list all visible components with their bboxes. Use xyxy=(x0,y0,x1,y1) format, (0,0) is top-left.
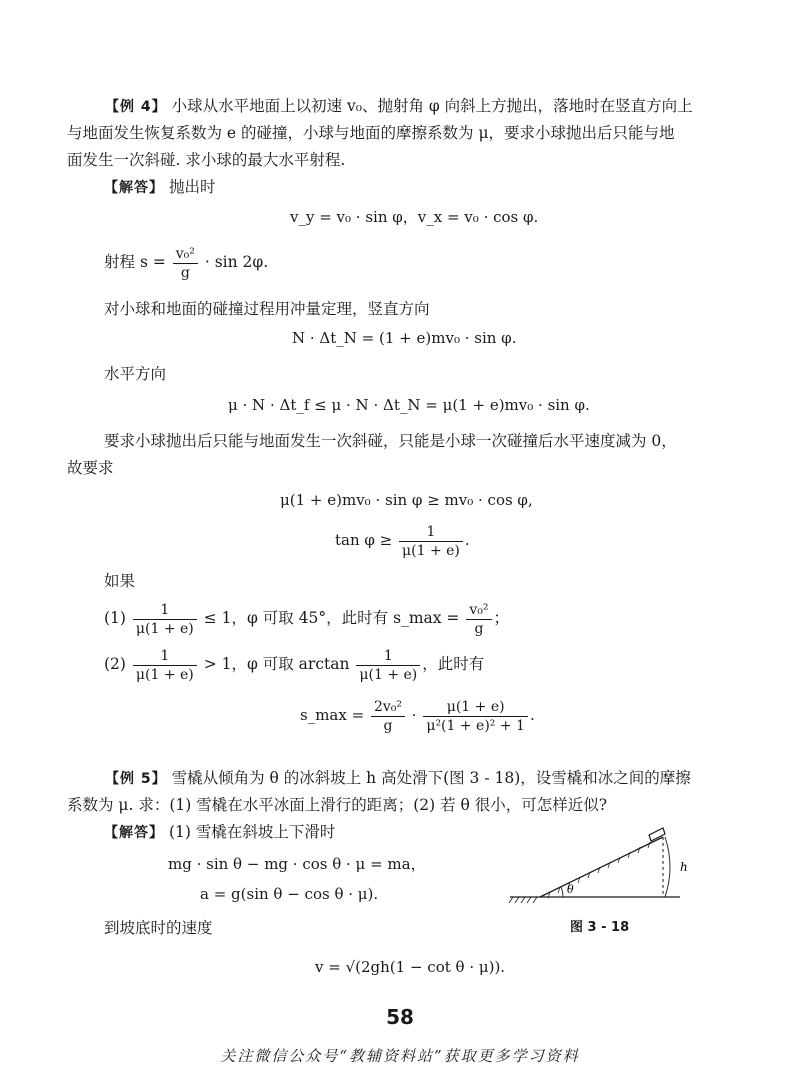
example5-solution-heading xyxy=(104,821,335,844)
example5-text: 雪橇从倾角为 θ 的冰斜坡上 h 高处滑下(图 3 - 18)，设雪橇和冰之间的摩擦 xyxy=(171,769,691,787)
equation-range xyxy=(104,242,268,282)
tan-fraction xyxy=(399,524,463,559)
example4-tag: 【例 4】 xyxy=(105,99,167,115)
tan-period: . xyxy=(464,531,470,549)
case2-text2: ，此时有 xyxy=(422,655,485,673)
example5-tag: 【例 5】 xyxy=(105,771,167,787)
range-denominator: g xyxy=(173,263,198,281)
range-s: s = xyxy=(139,253,166,271)
range-numerator: v₀² xyxy=(175,245,195,262)
example4-text: 小球从水平地面上以初速 v₀、抛射角 φ 向斜上方抛出，落地时在竖直方向上 xyxy=(171,97,693,115)
equation-condition: μ(1 + e)mv₀ · sin φ ≥ mv₀ · cos φ, xyxy=(280,491,533,509)
smax-fraction2-numerator: μ(1 + e) xyxy=(446,698,505,715)
height-brace xyxy=(665,837,670,897)
case1-smax: s_max = xyxy=(393,609,460,627)
example4-paragraph-line1 xyxy=(105,95,693,118)
ifs-label: 如果 xyxy=(104,572,136,590)
case2-text: > 1，φ 可取 arctan xyxy=(203,655,350,673)
slope-line xyxy=(540,837,663,897)
smax-fraction2-denominator: μ²(1 + e)² + 1 xyxy=(423,716,528,734)
case1-fraction xyxy=(133,602,197,637)
smax-fraction1-denominator: g xyxy=(371,716,405,734)
figure-caption: 图 3 - 18 xyxy=(570,920,630,935)
ground-hatching xyxy=(509,897,537,903)
smax-label: s_max = xyxy=(300,706,365,724)
case1-numerator: 1 xyxy=(160,601,170,618)
page-number: 58 xyxy=(386,1005,414,1029)
angle-label: θ xyxy=(567,883,574,896)
case1-smax-denominator: g xyxy=(466,619,491,637)
equation-horizontal: μ · N · Δt_f ≤ μ · N · Δt_N = μ(1 + e)mv₀ · sin φ. xyxy=(228,396,590,414)
smax-period: . xyxy=(529,706,535,724)
angle-arc xyxy=(561,887,563,897)
tan-lhs: tan φ ≥ xyxy=(335,531,393,549)
requirement-line2: 故要求 xyxy=(67,459,114,477)
equation-newton: mg · sin θ − mg · cos θ · μ = ma， xyxy=(168,855,426,873)
case2-number: (2) xyxy=(104,655,126,673)
equation-tan xyxy=(335,520,470,560)
smax-fraction1 xyxy=(371,699,405,734)
equation-velocity: v_y = v₀ · sin φ，v_x = v₀ · cos φ. xyxy=(290,208,539,226)
bottom-speed-label: 到坡底时的速度 xyxy=(104,919,213,937)
solution-intro: 抛出时 xyxy=(168,178,216,196)
example5-solution-tag: 【解答】 xyxy=(104,825,164,841)
example5-solution-intro: (1) 雪橇在斜坡上下滑时 xyxy=(168,823,336,841)
equation-vertical: N · Δt_N = (1 + e)mv₀ · sin φ. xyxy=(292,329,517,347)
case1: (1) $\frac{1}{\mu(1 + e)}$ ≤ 1，φ 可取 45°，此时有 s_max = $\frac{\text{v₀²}}{g}$ ； xyxy=(104,601,510,637)
range-tail: · sin 2φ. xyxy=(204,253,269,271)
smax-fraction2 xyxy=(423,699,528,734)
example4-paragraph-line2: 与地面发生恢复系数为 e 的碰撞，小球与地面的摩擦系数为 μ，要求小球抛出后只能与地 xyxy=(67,124,675,142)
example5-paragraph-line1 xyxy=(105,767,691,790)
example5-paragraph-line2: 系数为 μ. 求：(1) 雪橇在水平冰面上滑行的距离；(2) 若 θ 很小，可怎样近似? xyxy=(67,796,608,814)
example4-paragraph-line3: 面发生一次斜碰. 求小球的最大水平射程. xyxy=(67,151,346,169)
case2-arctan-denominator: μ(1 + e) xyxy=(356,665,420,683)
equation-acceleration: a = g(sin θ − cos θ · μ). xyxy=(200,885,379,903)
case1-denominator: μ(1 + e) xyxy=(133,619,197,637)
case2-fraction xyxy=(133,648,197,683)
example4-solution-heading xyxy=(104,176,215,199)
case2-arctan-fraction xyxy=(356,648,420,683)
case1-smax-numerator: v₀² xyxy=(469,601,489,618)
slope-figure xyxy=(505,825,705,915)
tan-denominator: μ(1 + e) xyxy=(399,541,463,559)
solution-tag: 【解答】 xyxy=(104,180,164,196)
footer-watermark: 关注微信公众号“教辅资料站”获取更多学习资料 xyxy=(220,1047,580,1065)
case1-number: (1) xyxy=(104,609,126,627)
case2-numerator: 1 xyxy=(160,647,170,664)
horizontal-label: 水平方向 xyxy=(104,365,167,383)
case2-arctan-numerator: 1 xyxy=(383,647,393,664)
case1-smax-fraction xyxy=(466,602,491,637)
smax-dot: · xyxy=(411,706,417,724)
equation-smax xyxy=(300,693,535,737)
case2-denominator: μ(1 + e) xyxy=(133,665,197,683)
range-fraction xyxy=(173,246,198,281)
requirement-line1: 要求小球抛出后只能与地面发生一次斜碰，只能是小球一次碰撞后水平速度减为 0， xyxy=(104,432,677,450)
tan-numerator: 1 xyxy=(426,523,436,540)
height-label: h xyxy=(680,860,688,874)
case1-text: ≤ 1，φ 可取 45°，此时有 xyxy=(203,609,389,627)
range-label: 射程 xyxy=(104,253,136,271)
case2 xyxy=(104,644,484,684)
impulse-theorem-text: 对小球和地面的碰撞过程用冲量定理，竖直方向 xyxy=(104,300,430,318)
equation-speed: v = √(2gh(1 − cot θ · μ)). xyxy=(315,958,506,976)
smax-fraction1-numerator: 2v₀² xyxy=(373,698,402,715)
